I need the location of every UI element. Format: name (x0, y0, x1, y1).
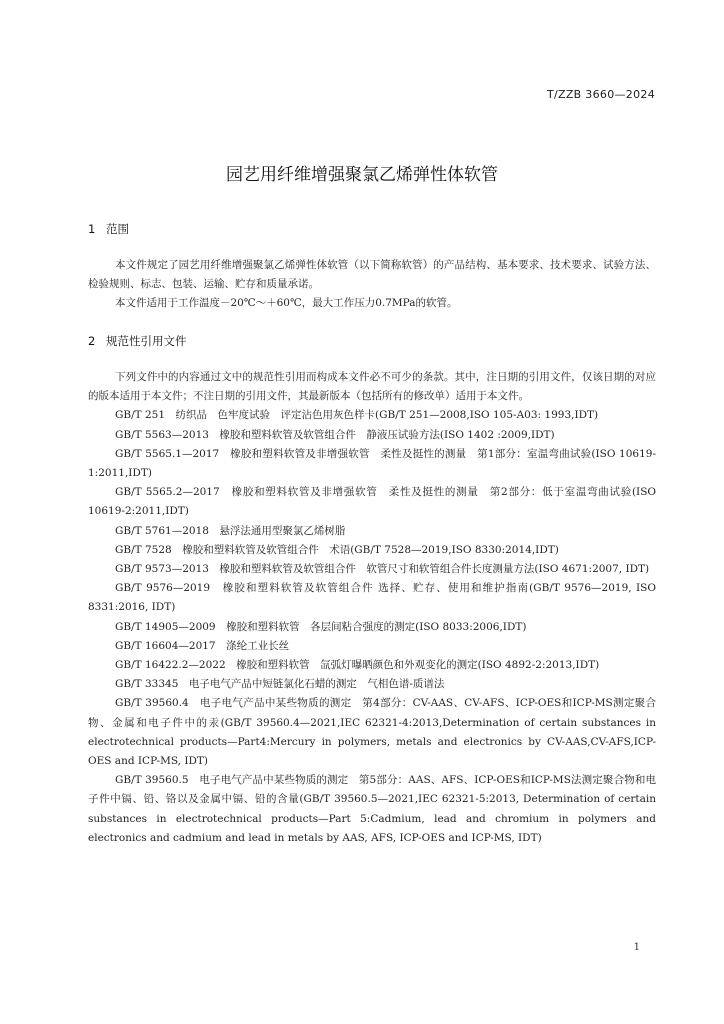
reference-item: GB/T 5565.1—2017 橡胶和塑料软管及非增强软管 柔性及挺性的测量 第1部分：室温弯曲试验(ISO 10619-1:2011,IDT) (88, 447, 656, 480)
page-number: 1 (633, 942, 640, 953)
document-title: 园艺用纤维增强聚氯乙烯弹性体软管 (226, 165, 498, 185)
reference-item: GB/T 5565.2—2017 橡胶和塑料软管及非增强软管 柔性及挺性的测量 第2部分：低于室温弯曲试验(ISO 10619-2:2011,IDT) (88, 486, 656, 518)
section-1-title: 范围 (106, 222, 129, 236)
reference-item: GB/T 9576—2019 橡胶和塑料软管及软管组合件 选择、贮存、使用和维护指南(GB/T 9576—2019, ISO 8331:2016, IDT) (88, 582, 656, 614)
reference-item: GB/T 16604—2017 涤纶工业长丝 (115, 639, 290, 652)
section-2-body (88, 368, 656, 848)
reference-item: GB/T 33345 电子电气产品中短链氯化石蜡的测定 气相色谱-质谱法 (115, 678, 445, 691)
document-number: T/ZZB 3660—2024 (546, 88, 655, 101)
reference-item: GB/T 9573—2013 橡胶和塑料软管及软管组合件 软管尺寸和软管组合件长度测量方法(ISO 4671:2007, IDT) (115, 563, 650, 576)
scope-paragraph-2: 本文件适用于工作温度－20℃～＋60℃，最大工作压力0.7MPa的软管。 (115, 297, 458, 310)
reference-item: GB/T 5761—2018 悬浮法通用型聚氯乙烯树脂 (115, 524, 346, 537)
section-1-body (88, 256, 656, 314)
reference-item: GB/T 39560.4 电子电气产品中某些物质的测定 第4部分：CV-AAS、CV-AFS、ICP-OES和ICP-MS测定聚合物、金属和电子件中的汞(GB/T 39560.4—2021,IEC 62321-4:2013,Determination of certain substances in electrotechnical products—Part4:Mercury in polymers, metals and electronics by CV-AAS,CV-AFS,ICP-OES and ICP-MS, IDT) (88, 697, 656, 768)
reference-item: GB/T 39560.5 电子电气产品中某些物质的测定 第5部分：AAS、AFS、ICP-OES和ICP-MS法测定聚合物和电子件中镉、铅、铬以及金属中镉、铅的含量(GB/T 39560.5—2021,IEC 62321-5:2013, Determination of certain substances in electrotechnical products—Part 5:Cadmium, lead and chromium in polymers and electronics and cadmium and lead in metals by AAS, AFS, ICP-OES and ICP-MS, IDT) (88, 774, 656, 844)
reference-item: GB/T 14905—2009 橡胶和塑料软管 各层间粘合强度的测定(ISO 8033:2006,IDT) (115, 620, 527, 633)
section-1-number: 1 (88, 222, 96, 236)
section-1-heading (88, 221, 129, 237)
reference-item: GB/T 16422.2—2022 橡胶和塑料软管 氙弧灯曝晒颜色和外观变化的测定(ISO 4892-2:2013,IDT) (115, 659, 600, 672)
reference-item: GB/T 7528 橡胶和塑料软管及软管组合件 术语(GB/T 7528—2019,ISO 8330:2014,IDT) (115, 543, 559, 556)
reference-item: GB/T 251 纺织品 色牢度试验 评定沾色用灰色样卡(GB/T 251—2008,ISO 105-A03: 1993,IDT) (115, 409, 599, 422)
section-2-title: 规范性引用文件 (106, 334, 187, 348)
scope-paragraph-1: 本文件规定了园艺用纤维增强聚氯乙烯弹性体软管（以下简称软管）的产品结构、基本要求、技术要求、试验方法、检验规则、标志、包装、运输、贮存和质量承诺。 (88, 259, 656, 291)
section-2-number: 2 (88, 334, 96, 348)
reference-item: GB/T 5563—2013 橡胶和塑料软管及软管组合件 静液压试验方法(ISO 1402 :2009,IDT) (115, 428, 555, 441)
references-intro: 下列文件中的内容通过文中的规范性引用而构成本文件必不可少的条款。其中，注日期的引用文件，仅该日期的对应的版本适用于本文件；不注日期的引用文件，其最新版本（包括所有的修改单）适用于本文件。 (88, 371, 656, 403)
section-2-heading (88, 333, 187, 349)
